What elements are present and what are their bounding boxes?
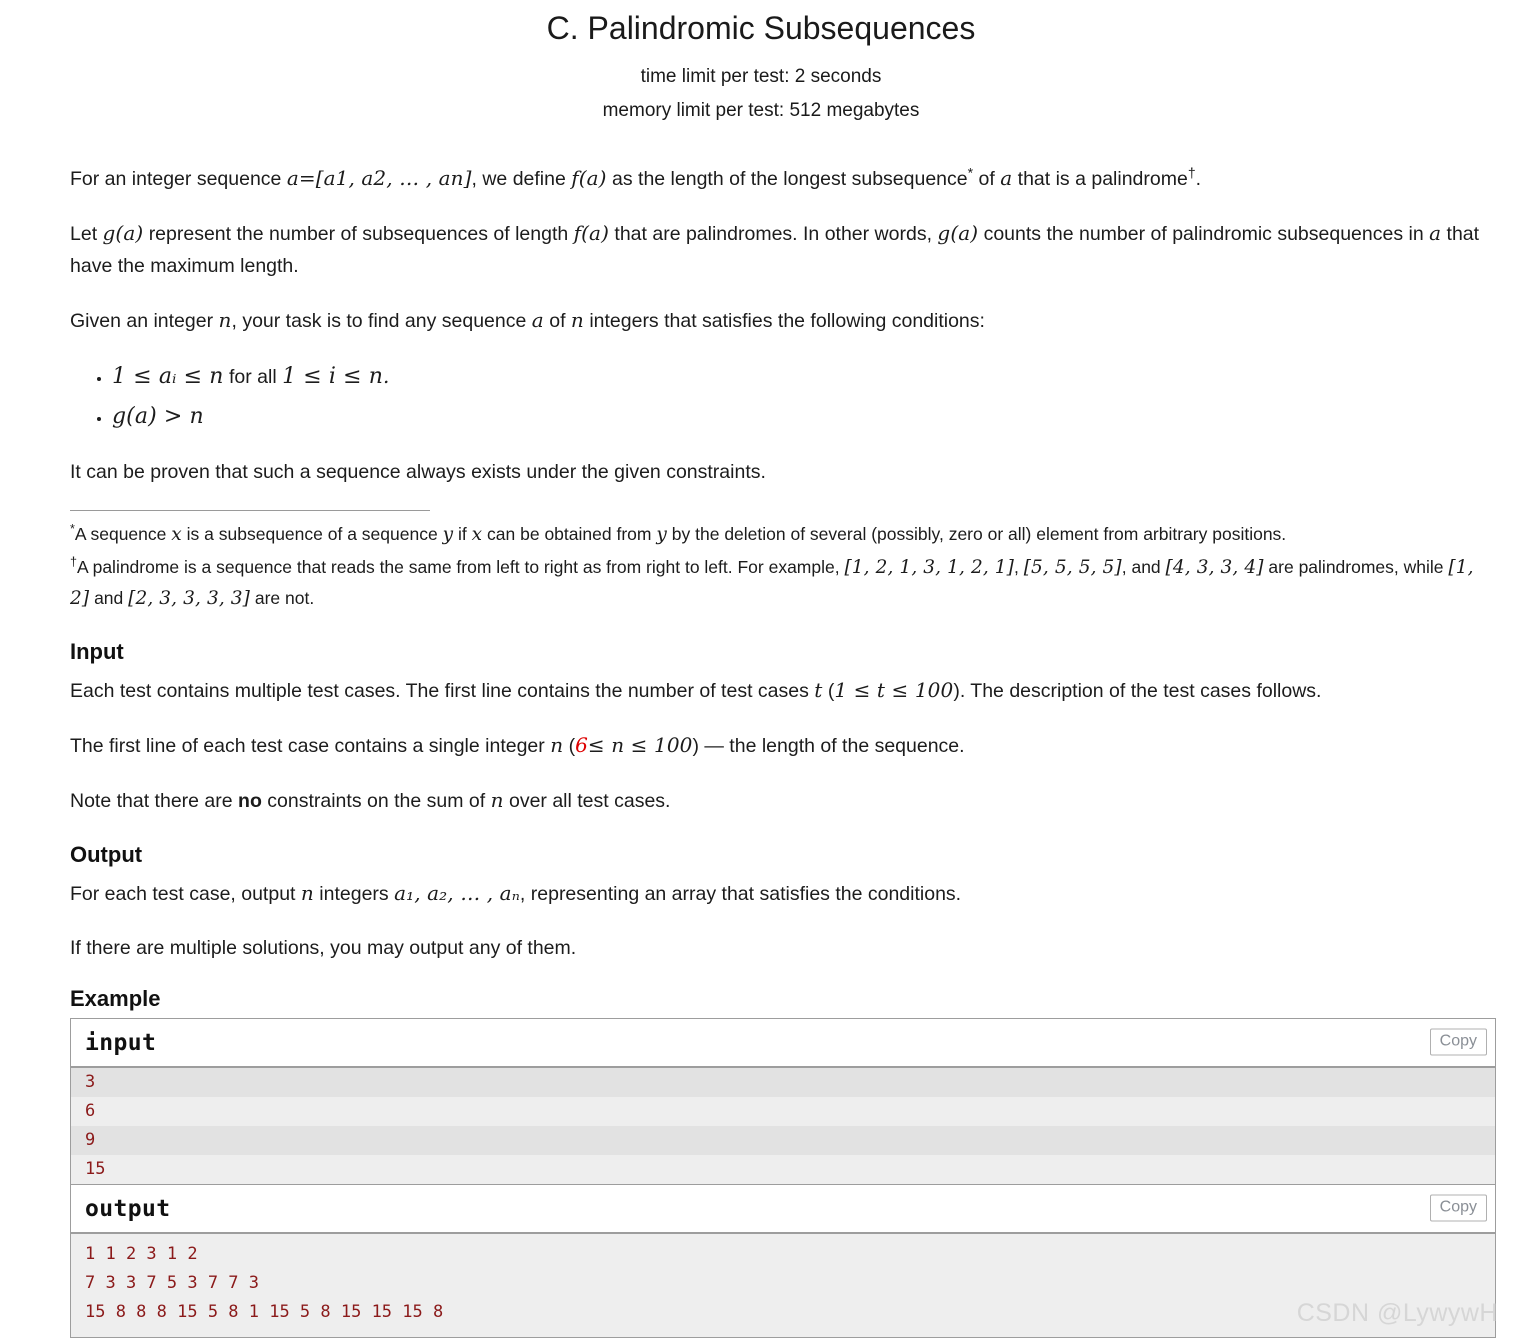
palindrome-example-5: [2, 3, 3, 3, 3] xyxy=(128,587,250,609)
p1-var-a: a xyxy=(286,165,299,190)
example-section-title: Example xyxy=(70,985,161,1011)
input-p1-paren-close: ) xyxy=(953,679,960,702)
p2-ga2: g(a) xyxy=(937,220,979,245)
output-paragraph-1 xyxy=(70,877,1496,910)
p2-text-a: Let xyxy=(70,222,98,245)
input-p3-var-n: n xyxy=(490,787,504,812)
input-p2-paren-open: ( xyxy=(568,734,576,757)
sample-output-header xyxy=(71,1185,1495,1234)
sample-input-label: input xyxy=(85,1029,157,1056)
memory-limit: memory limit per test: 512 megabytes xyxy=(602,99,920,121)
palindrome-example-2: [5, 5, 5, 5] xyxy=(1023,556,1122,578)
statement-paragraph-4: It can be proven that such a sequence always exists under the given constraints. xyxy=(70,460,766,483)
time-limit: time limit per test: 2 seconds xyxy=(640,65,882,87)
footnote-dagger xyxy=(70,552,1496,614)
p3-var-a: a xyxy=(531,307,544,332)
conditions-list xyxy=(70,359,1496,434)
input-n-lower-bound: 6 xyxy=(575,732,588,757)
footnote-var-y: y xyxy=(442,523,454,545)
footnote-var-x2: x xyxy=(471,523,483,545)
sample-input-line: 9 xyxy=(71,1126,1495,1155)
condition-tail-1: . xyxy=(383,363,390,388)
input-p3-text-c: over all test cases. xyxy=(508,789,671,812)
p2-text-b: represent the number of subsequences of length xyxy=(148,222,569,245)
statement-paragraph-1 xyxy=(70,162,1496,195)
p1-text-e: that is a palindrome xyxy=(1017,167,1188,190)
footnote-marker-dagger: † xyxy=(1187,164,1196,181)
p1-fa: f(a) xyxy=(571,165,607,190)
condition-item xyxy=(112,400,1496,434)
footnote-marker-star: * xyxy=(967,164,974,181)
p2-text-c: that are palindromes. In other words, xyxy=(614,222,932,245)
footnote-var-y2: y xyxy=(656,523,667,545)
p1-text-f: . xyxy=(1195,167,1202,190)
p3-text-d: integers that satisfies the following conditions: xyxy=(589,309,985,332)
input-paragraph-1 xyxy=(70,674,1496,707)
footnote-star-marker: * xyxy=(70,521,75,536)
p3-text-a: Given an integer xyxy=(70,309,214,332)
condition-math-2: g(a) > n xyxy=(112,403,204,429)
footnote-star-text-c: if xyxy=(458,523,467,544)
p2-var-a2: a xyxy=(1429,220,1442,245)
copy-input-button[interactable]: Copy xyxy=(1430,1029,1487,1056)
sample-input-box xyxy=(70,1018,1496,1184)
statement-paragraph-3 xyxy=(70,304,1496,337)
footnote-dagger-text-a: A palindrome is a sequence that reads the same from left to right as from right to left. For example, xyxy=(77,556,840,577)
p1-text-a: For an integer sequence xyxy=(70,167,282,190)
input-section xyxy=(70,636,1496,817)
p1-text-b: , we define xyxy=(471,167,566,190)
sample-input-body xyxy=(71,1068,1495,1184)
footnote-star xyxy=(70,519,1496,550)
footnote-star-text-e: by the deletion of several (possibly, zero or all) element from arbitrary positions. xyxy=(671,523,1287,544)
p1-sequence: [a1, a2, … , an] xyxy=(315,165,472,190)
output-section xyxy=(70,839,1496,964)
input-p2-text-b: — the length of the sequence. xyxy=(704,734,965,757)
input-range-t: 1 ≤ t ≤ 100 xyxy=(834,677,954,702)
condition-math-1: 1 ≤ aᵢ ≤ n xyxy=(112,363,224,389)
sample-input-header xyxy=(71,1019,1495,1068)
input-var-t: t xyxy=(814,677,823,702)
footnote-comma-1: , xyxy=(1013,556,1019,577)
p2-text-e: that have the maximum length. xyxy=(70,222,1480,277)
palindrome-example-1: [1, 2, 1, 3, 1, 2, 1] xyxy=(844,556,1014,578)
footnote-star-text-b: is a subsequence of a sequence xyxy=(186,523,438,544)
p2-fa: f(a) xyxy=(573,220,609,245)
input-p2-paren-close: ) xyxy=(692,734,699,757)
input-paragraph-2 xyxy=(70,729,1496,762)
p3-var-n2: n xyxy=(570,307,584,332)
p1-text-c: as the length of the longest subsequence xyxy=(612,167,968,190)
footnotes-block xyxy=(70,510,1496,614)
palindrome-example-3: [4, 3, 3, 4] xyxy=(1165,556,1264,578)
input-section-title: Input xyxy=(70,638,124,664)
sample-output-line: 7 3 3 7 5 3 7 7 3 xyxy=(71,1269,1495,1298)
statement-paragraph-2 xyxy=(70,217,1496,282)
p3-text-b: , your task is to find any sequence xyxy=(231,309,527,332)
page-title: C. Palindromic Subsequences xyxy=(546,10,976,46)
p1-text-d: of xyxy=(978,167,995,190)
p2-text-d: counts the number of palindromic subsequences in xyxy=(983,222,1424,245)
sample-output-body xyxy=(71,1234,1495,1337)
sample-input-line: 3 xyxy=(71,1068,1495,1097)
sample-output-line: 15 8 8 8 15 5 8 1 15 5 8 15 15 15 8 xyxy=(71,1298,1495,1327)
footnote-star-text-d: can be obtained from xyxy=(487,523,652,544)
input-p1-paren-open: ( xyxy=(827,679,835,702)
output-paragraph-2: If there are multiple solutions, you may output any of them. xyxy=(70,936,577,959)
output-p1-text-b: integers xyxy=(319,882,389,905)
p2-ga: g(a) xyxy=(102,220,144,245)
input-n-range: ≤ n ≤ 100 xyxy=(587,732,693,757)
watermark: CSDN @LywywH xyxy=(1296,1298,1498,1327)
input-p1-text-b: . The description of the test cases follows. xyxy=(959,679,1322,702)
sample-input-line: 6 xyxy=(71,1097,1495,1126)
copy-output-button[interactable]: Copy xyxy=(1430,1195,1487,1222)
problem-header xyxy=(0,0,1522,128)
problem-statement xyxy=(70,162,1496,488)
output-sequence: a₁, a₂, … , aₙ xyxy=(394,880,520,905)
input-p3-text-b: constraints on the sum of xyxy=(267,789,486,812)
output-p1-text-a: For each test case, output xyxy=(70,882,296,905)
footnote-dagger-text-e: are not. xyxy=(254,587,315,608)
p1-var-a2: a xyxy=(1000,165,1013,190)
palindrome-example-4: [1, 2] xyxy=(70,556,1474,609)
footnote-var-x: x xyxy=(171,523,182,545)
footnote-dagger-text-c: are palindromes, while xyxy=(1268,556,1444,577)
footnote-star-text-a: A sequence xyxy=(74,523,167,544)
p3-text-c: of xyxy=(549,309,566,332)
footnote-dagger-text-b: , and xyxy=(1121,556,1161,577)
p3-var-n: n xyxy=(218,307,232,332)
sample-input-line: 15 xyxy=(71,1155,1495,1184)
input-p2-text-a: The first line of each test case contains a single integer xyxy=(70,734,545,757)
input-p1-text-a: Each test contains multiple test cases. The first line contains the number of test cases xyxy=(70,679,809,702)
sample-output-line: 1 1 2 3 1 2 xyxy=(71,1240,1495,1269)
output-var-n: n xyxy=(300,880,314,905)
footnote-divider xyxy=(70,510,430,511)
input-p3-bold: no xyxy=(238,789,262,812)
sample-output-box xyxy=(70,1184,1496,1338)
condition-item xyxy=(112,359,1496,394)
input-var-n: n xyxy=(550,732,564,757)
condition-math-1b: 1 ≤ i ≤ n xyxy=(282,363,384,389)
p1-equals: = xyxy=(298,165,316,190)
footnote-dagger-marker: † xyxy=(70,554,78,569)
example-section xyxy=(70,986,1496,1338)
output-p1-text-c: , representing an array that satisfies the conditions. xyxy=(519,882,962,905)
condition-text-1: for all xyxy=(228,365,277,388)
footnote-dagger-text-d: and xyxy=(94,587,124,608)
input-paragraph-3 xyxy=(70,784,1496,817)
input-p3-text-a: Note that there are xyxy=(70,789,233,812)
output-section-title: Output xyxy=(70,841,143,867)
sample-output-label: output xyxy=(85,1195,171,1222)
